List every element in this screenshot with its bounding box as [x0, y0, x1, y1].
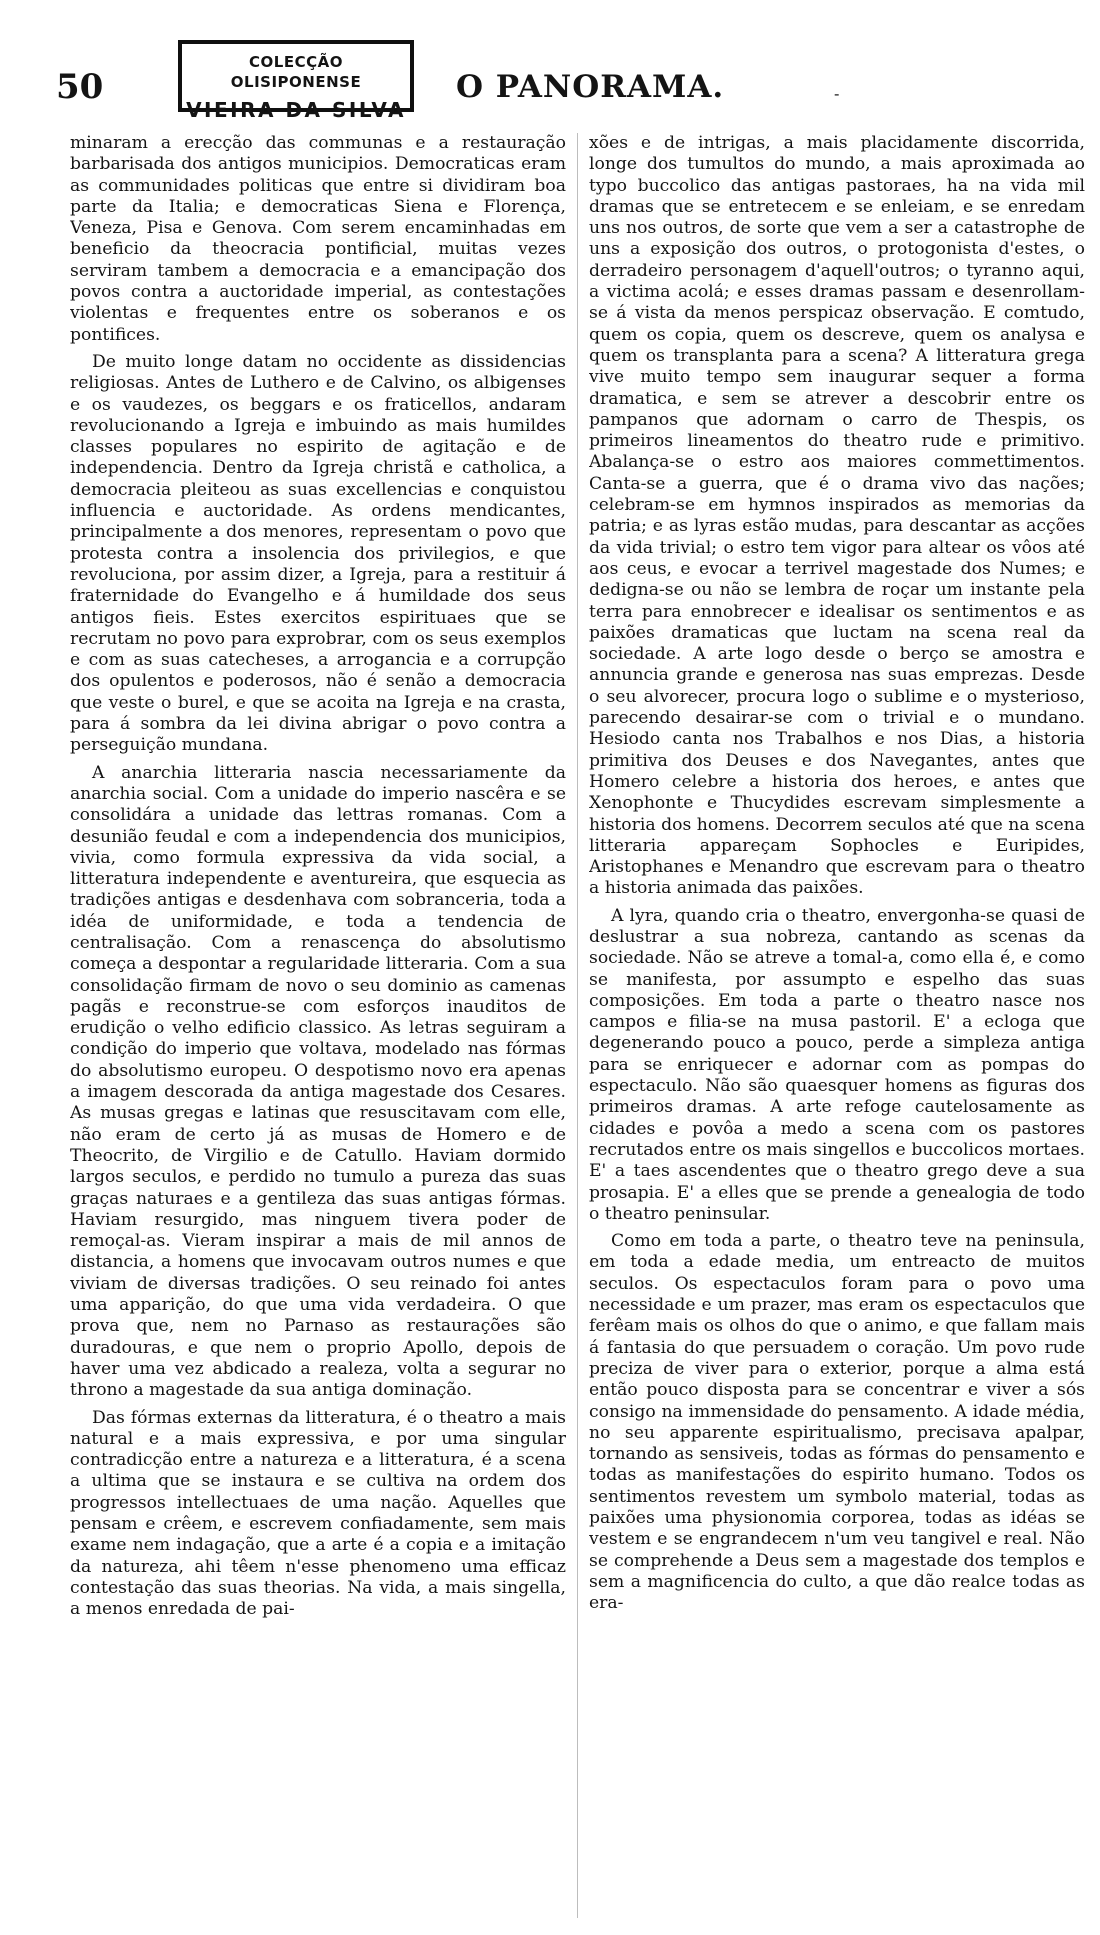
paragraph: A anarchia litteraria nascia necessariamente da anarchia social. Com a unidade do imperio nascêra e se consolidára a unidade das lettras romanas. Com a desunião feudal e com a independencia dos municipios, vivia, como formula expressiva da vida social, a litteratura independente e aventureira, que esquecia as tradições antigas e desdenhava com sobranceria, toda a idéa de uniformidade, e toda a tendencia de centralisação. Com a renascença do absolutismo começa a despontar a regularidade litteraria. Com a sua consolidação firmam de novo o seu dominio as camenas pagãs e reconstrue-se com esforços inauditos de erudição o velho edificio classico. As letras seguiram a condição do imperio que voltava, modelado nas fórmas do absolutismo europeu. O despotismo novo era apenas a imagem descorada da antiga magestade dos Cesares. As musas gregas e latinas que resuscitavam com elle, não eram de certo já as musas de Homero e de Theocrito, de Virgilio e de Catullo. Haviam dormido largos seculos, e perdido no tumulo a pureza das suas graças naturaes e a gentileza das suas antigas fórmas. Haviam resurgido, mas ninguem tivera poder de remoçal-as. Vieram inspirar a mais de mil annos de distancia, a homens que invocavam outros numes e que viviam de diversas tradições. O seu reinado foi antes uma apparição, do que uma vida verdadeira. O que prova que, nem no Parnaso as restaurações são duradouras, e que nem o proprio Apollo, depois de haver uma vez abdicado a realeza, volta a segurar no throno a magestade da sua antiga dominação. — [70, 762, 566, 1401]
paragraph: De muito longe datam no occidente as dissidencias religiosas. Antes de Luthero e de Calvino, os albigenses e os vaudezes, os beggars e os fraticellos, andaram revolucionando a Igreja e imbuindo as mais humildes classes populares no espirito de agitação e de independencia. Dentro da Igreja christã e catholica, a democracia pleiteou as suas excellencias e conquistou influencia e auctoridade. As ordens mendicantes, principalmente a dos menores, representam o povo que protesta contra a insolencia dos privilegios, e que revoluciona, por assim dizer, a Igreja, para a restituir á fraternidade do Evangelho e á humildade dos seus antigos fieis. Estes exercitos espirituaes que se recrutam no povo para exprobrar, com os seus exemplos e com as suas catecheses, a arrogancia e a corrupção dos opulentos e poderosos, não é senão a democracia que veste o burel, e que se acoita na Igreja e na crasta, para á sombra da lei divina abrigar o povo contra a perseguição mundana. — [70, 351, 566, 756]
header-mark: - — [834, 84, 840, 103]
paragraph: minaram a erecção das communas e a restauração barbarisada dos antigos municipios. Democraticas eram as communidades politicas que entre si dividiram boa parte da Italia; e democraticas Siena e Florença, Veneza, Pisa e Genova. Com serem encaminhadas em beneficio da theocracia pontificial, muitas vezes serviram tambem a democracia e a emancipação dos povos contra a auctoridade imperial, as contestações violentas e frequentes entre os soberanos e os pontifices. — [70, 133, 566, 345]
journal-title: O PANORAMA. — [456, 69, 725, 105]
collection-stamp — [178, 40, 414, 122]
left-column — [70, 133, 566, 1918]
right-column — [589, 133, 1085, 1918]
page-header — [56, 40, 1076, 120]
paragraph: Das fórmas externas da litteratura, é o theatro a mais natural e a mais expressiva, e por uma singular contradicção entre a natureza e a litteratura, é a scena a ultima que se instaura e se cultiva na ordem dos progressos intellectuaes de uma nação. Aquelles que pensam e crêem, e escrevem confiadamente, sem mais exame nem indagação, que a arte é a copia e a imitação da natureza, ahi têem n'esse phenomeno uma efficaz contestação das suas theorias. Na vida, a mais singella, a menos enredada de pai- — [70, 1407, 566, 1620]
page-number: 50 — [56, 67, 104, 107]
stamp-collector-name: VIEIRA DA SILVA — [186, 98, 406, 122]
paragraph: Como em toda a parte, o theatro teve na peninsula, em toda a edade media, um entreacto de muitos seculos. Os espectaculos foram para o povo uma necessidade e um prazer, mas eram os espectaculos que ferêam mais os olhos do que o animo, e que fallam mais á fantasia do que persuadem o coração. Um povo rude preciza de viver para o exterior, porque a alma está então pouco disposta para se concentrar e viver a sós consigo na immensidade do pensamento. A idade média, no seu apparente espiritualismo, precisava apalpar, tornando as sensiveis, todas as fórmas do pensamento e todas as manifestações do espirito humano. Todos os sentimentos revestem um symbolo material, todas as paixões uma physionomia corporea, todas as idéas se vestem e se engrandecem n'um veu tangivel e real. Não se comprehende a Deus sem a magestade dos templos e sem a magnificencia do culto, a que dão realce todas as era- — [589, 1231, 1085, 1614]
article-body — [70, 133, 1085, 1918]
stamp-collection-name: COLECÇÃO OLISIPONENSE — [230, 53, 362, 91]
paragraph: xões e de intrigas, a mais placidamente discorrida, longe dos tumultos do mundo, a mais aproximada ao typo buccolico das antigas pastoraes, ha na vida mil dramas que se entretecem e se enleiam, e se enredam uns nos outros, de sorte que vem a ser a catastrophe de uns a exposição dos outros, o protogonista d'estes, o derradeiro personagem d'aquell'outros; o tyranno aqui, a victima acolá; e esses dramas passam e desenrollam-se á vista da menos perspicaz observação. E comtudo, quem os copia, quem os descreve, quem os analysa e quem os transplanta para a scena? A litteratura grega vive muito tempo sem inaugurar sequer a forma dramatica, e sem se atrever a descobrir entre os pampanos que adornam o carro de Thespis, os primeiros lineamentos do theatro rude e primitivo. Abalança-se o estro aos maiores commettimentos. Canta-se a guerra, que é o drama vivo das nações; celebram-se em hymnos inspirados as memorias da patria; e as lyras estão mudas, para descantar as acções da vida trivial; o estro tem vigor para altear os vôos até aos ceus, e evocar a terrivel magestade dos Numes; e dedigna-se ou não se lembra de roçar um instante pela terra para ennobrecer e idealisar os sentimentos e as paixões dramaticas que luctam na scena real da sociedade. A arte logo desde o berço se amostra e annuncia grande e generosa nas suas emprezas. Desde o seu alvorecer, procura logo o sublime e o mysterioso, parecendo desairar-se com o trivial e o mundano. Hesiodo canta nos Trabalhos e nos Dias, a historia primitiva dos Deuses e dos Navegantes, antes que Homero celebre a historia dos heroes, e antes que Xenophonte e Thucydides escrevam simplesmente a historia dos homens. Decorrem seculos até que na scena litteraria appareçam Sophocles e Euripides, Aristophanes e Menandro que escrevam para o theatro a historia animada das paixões. — [589, 133, 1085, 899]
paragraph: A lyra, quando cria o theatro, envergonha-se quasi de deslustrar a sua nobreza, cantando as scenas da sociedade. Não se atreve a tomal-a, como ella é, e como se manifesta, por assumpto e espelho das suas composições. Em toda a parte o theatro nasce nos campos e filia-se na musa pastoril. E' a ecloga que degenerando pouco a pouco, perde a simpleza antiga para se enriquecer e adornar com as pompas do espectaculo. Não são quaesquer homens as figuras dos primeiros dramas. A arte refoge cautelosamente as cidades e povôa a medo a scena com os pastores recrutados entre os mais singellos e buccolicos mortaes. E' a taes ascendentes que o theatro grego deve a sua prosapia. E' a elles que se prende a genealogia de todo o theatro peninsular. — [589, 905, 1085, 1224]
column-divider — [577, 133, 578, 1918]
